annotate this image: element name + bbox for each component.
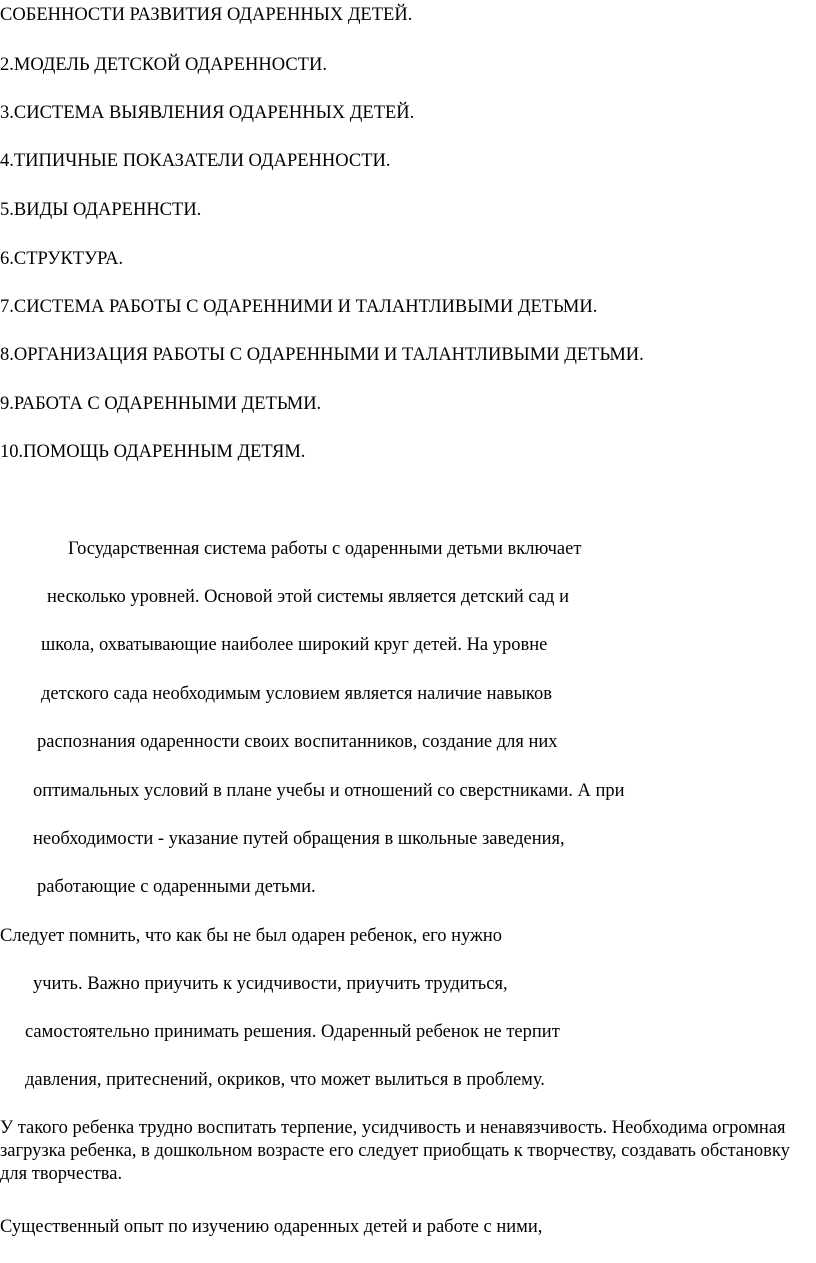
para2-line-3: самостоятельно принимать решения. Одаренный ребенок не терпит — [25, 1022, 560, 1042]
para1-line-8: работающие с одаренными детьми. — [37, 877, 316, 897]
para2-line-2: учить. Важно приучить к усидчивости, приучить трудиться, — [33, 974, 508, 994]
toc-item-9: 9.РАБОТА С ОДАРЕННЫМИ ДЕТЬМИ. — [0, 394, 322, 414]
toc-item-3: 3.СИСТЕМА ВЫЯВЛЕНИЯ ОДАРЕННЫХ ДЕТЕЙ. — [0, 103, 415, 123]
para2-line-1: Следует помнить, что как бы не был одарен ребенок, его нужно — [0, 926, 503, 946]
para1-line-5: распознания одаренности своих воспитанников, создание для них — [37, 732, 558, 752]
toc-item-10: 10.ПОМОЩЬ ОДАРЕННЫМ ДЕТЯМ. — [0, 442, 306, 462]
toc-item-1: СОБЕННОСТИ РАЗВИТИЯ ОДАРЕННЫХ ДЕТЕЙ. — [0, 5, 413, 25]
toc-item-5: 5.ВИДЫ ОДАРЕННСТИ. — [0, 200, 202, 220]
toc-item-8: 8.ОРГАНИЗАЦИЯ РАБОТЫ С ОДАРЕННЫМИ И ТАЛАНТЛИВЫМИ ДЕТЬМИ. — [0, 345, 644, 365]
para1-line-7: необходимости - указание путей обращения в школьные заведения, — [33, 829, 565, 849]
para2-line-4: давления, притеснений, окриков, что может вылиться в проблему. — [25, 1070, 545, 1090]
toc-item-2: 2.МОДЕЛЬ ДЕТСКОЙ ОДАРЕННОСТИ. — [0, 55, 327, 75]
toc-item-4: 4.ТИПИЧНЫЕ ПОКАЗАТЕЛИ ОДАРЕННОСТИ. — [0, 151, 391, 171]
para1-line-1: Государственная система работы с одаренными детьми включает — [68, 539, 582, 559]
para1-line-4: детского сада необходимым условием является наличие навыков — [41, 684, 552, 704]
para1-line-3: школа, охватывающие наиболее широкий круг детей. На уровне — [41, 635, 548, 655]
toc-item-6: 6.СТРУКТУРА. — [0, 249, 124, 269]
para1-line-6: оптимальных условий в плане учебы и отношений со сверстниками. А при — [33, 781, 625, 801]
para1-line-2: несколько уровней. Основой этой системы является детский сад и — [47, 587, 569, 607]
para4-line-1: Существенный опыт по изучению одаренных детей и работе с ними, — [0, 1217, 543, 1237]
toc-item-7: 7.СИСТЕМА РАБОТЫ С ОДАРЕННИМИ И ТАЛАНТЛИВЫМИ ДЕТЬМИ. — [0, 297, 598, 317]
para3: У такого ребенка трудно воспитать терпение, усидчивость и ненавязчивость. Необходима огромная загрузка ребенка, в дошкольном возрасте его следует приобщать к творчеству, создавать обстановку для творчества. — [0, 1118, 790, 1184]
